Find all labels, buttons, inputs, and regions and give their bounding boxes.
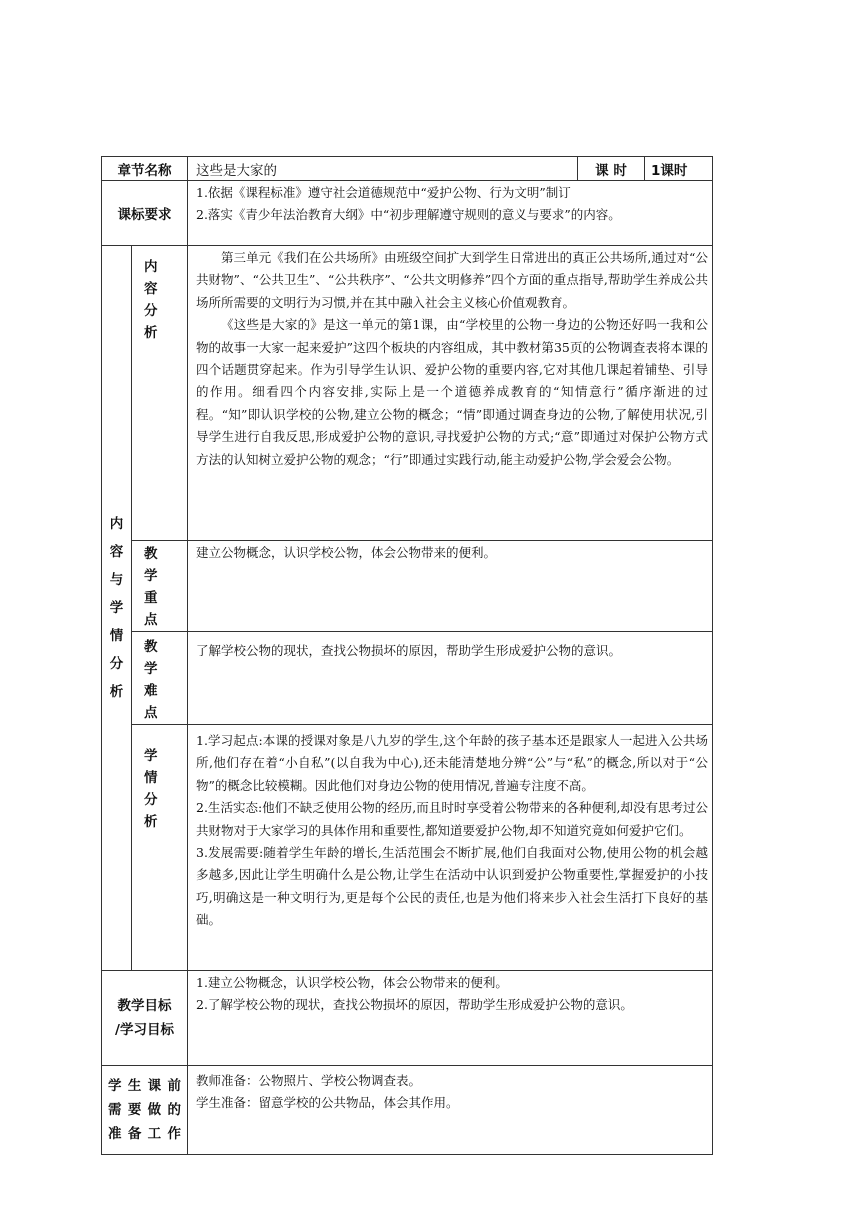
label-line: 分 析 xyxy=(144,792,169,830)
preparation-text xyxy=(188,1066,713,1155)
difficulty-label xyxy=(132,632,188,725)
preparation-item: 教师准备：公物照片、学校公物调查表。 xyxy=(196,1073,422,1088)
student-paragraph: 1.学习起点:本课的授课对象是八九岁的学生,这个年龄的孩子基本还是跟家人一起进入公共场所,他们存在着“小自私”(以自我为中心),还未能清楚地分辨“公”与“私”的概念,所以对于“公物”的概念比较模糊。因此他们对身边公物的使用情况,普遍专注度不高。 xyxy=(196,733,708,793)
standard-row xyxy=(102,181,713,246)
difficulty-text: 了解学校公物的现状，查找公物损坏的原因，帮助学生形成爱护公物的意识。 xyxy=(188,632,713,725)
analysis-label-char: 与 xyxy=(109,572,124,588)
analysis-label-char: 情 xyxy=(109,628,124,644)
label-line: 学生课前 xyxy=(108,1078,181,1094)
label-line: 准备工作 xyxy=(108,1126,181,1142)
standard-text xyxy=(188,181,713,246)
objective-item: 1.建立公物概念，认识学校公物，体会公物带来的便利。 xyxy=(196,975,508,990)
preparation-item: 学生准备：留意学校的公共物品，体会其作用。 xyxy=(196,1095,459,1111)
standard-label: 课标要求 xyxy=(102,181,188,246)
objectives-label xyxy=(102,971,188,1066)
content-analysis-label xyxy=(132,246,188,541)
analysis-label-char: 分 xyxy=(109,656,124,672)
content-analysis-row xyxy=(102,246,713,541)
analysis-label-char: 析 xyxy=(109,684,124,700)
analysis-label-char: 学 xyxy=(109,600,124,616)
label-line: 重 点 xyxy=(144,590,169,628)
content-paragraph: 第三单元《我们在公共场所》由班级空间扩大到学生日常进出的真正公共场所,通过对“公共财物”、“公共卫生”、“公共秩序”、“公共文明修养”四个方面的重点指导,帮助学生养成公共场所所需要的文明行为习惯,并在其中融入社会主义核心价值观教育。 xyxy=(196,250,708,310)
key-point-label xyxy=(132,541,188,632)
label-line: 内 容 xyxy=(144,259,169,297)
objective-item: 2.了解学校公物的现状，查找公物损坏的原因，帮助学生形成爱护公物的意识。 xyxy=(196,997,633,1013)
label-line: 分 析 xyxy=(144,303,169,341)
difficulty-row xyxy=(102,632,713,725)
label-line: /学习目标 xyxy=(115,1022,174,1038)
standard-item: 2.落实《青少年法治教育大纲》中“初步理解遵守规则的意义与要求”的内容。 xyxy=(196,207,621,223)
student-paragraph: 3.发展需要:随着学生年龄的增长,生活范围会不断扩展,他们自我面对公物,使用公物的机会越多越多,因此让学生明确什么是公物,让学生在活动中认识到爱护公物重要性,掌握爱护的小技巧,明确这是一种文明行为,更是每个公民的责任,也是为他们将来步入社会生活打下良好的基础。 xyxy=(196,845,708,928)
content-paragraph: 《这些是大家的》是这一单元的第1课，由“学校里的公物一身边的公物还好吗一我和公物的故事一大家一起来爱护”这四个板块的内容组成，其中教材第35页的公物调查表将本课的四个话题贯穿起来。作为引导学生认识、爱护公物的重要内容,它对其他几课起着铺垫、引导的作用。细看四个内容安排,实际上是一个道德养成教育的“知情意行”循序渐进的过程。“知”即认识学校的公物,建立公物的概念；“情”即通过调查身边的公物,了解使用状况,引导学生进行自我反思,形成爱护公物的意识,寻找爱护公物的方式;“意”即通过对保护公物方式方法的认知树立爱护公物的观念；“行”即通过实践行动,能主动爱护公物,学会爱会公物。 xyxy=(196,317,708,467)
analysis-label-char: 容 xyxy=(109,544,124,560)
period-label: 课 时 xyxy=(578,157,645,181)
objectives-text xyxy=(188,971,713,1066)
student-analysis-row xyxy=(102,725,713,971)
objectives-row xyxy=(102,971,713,1066)
chapter-row xyxy=(102,157,713,181)
student-analysis-label xyxy=(132,725,188,971)
student-analysis-text xyxy=(188,725,713,971)
label-line: 学 情 xyxy=(144,748,169,786)
student-paragraph: 2.生活实态:他们不缺乏使用公物的经历,而且时时享受着公物带来的各种便利,却没有思考过公共财物对于大家学习的具体作用和重要性,都知道要爱护公物,却不知道究竟如何爱护它们。 xyxy=(196,800,708,838)
chapter-name: 这些是大家的 xyxy=(188,157,578,181)
label-line: 需要做的 xyxy=(108,1102,181,1118)
chapter-label: 章节名称 xyxy=(102,157,188,181)
analysis-label-char: 内 xyxy=(109,516,124,532)
period-value: 1课时 xyxy=(645,157,713,181)
label-line: 教 学 xyxy=(144,546,169,584)
lesson-plan-table xyxy=(101,156,713,1155)
analysis-vertical-label xyxy=(102,246,132,971)
key-point-text: 建立公物概念，认识学校公物，体会公物带来的便利。 xyxy=(188,541,713,632)
standard-item: 1.依据《课程标准》遵守社会道德规范中“爱护公物、行为文明”制订 xyxy=(196,185,571,200)
key-point-row xyxy=(102,541,713,632)
content-analysis-text xyxy=(188,246,713,541)
label-line: 难 点 xyxy=(144,683,169,721)
label-line: 教学目标 xyxy=(117,998,172,1014)
preparation-row xyxy=(102,1066,713,1155)
preparation-label xyxy=(102,1066,188,1155)
label-line: 教 学 xyxy=(144,639,169,677)
